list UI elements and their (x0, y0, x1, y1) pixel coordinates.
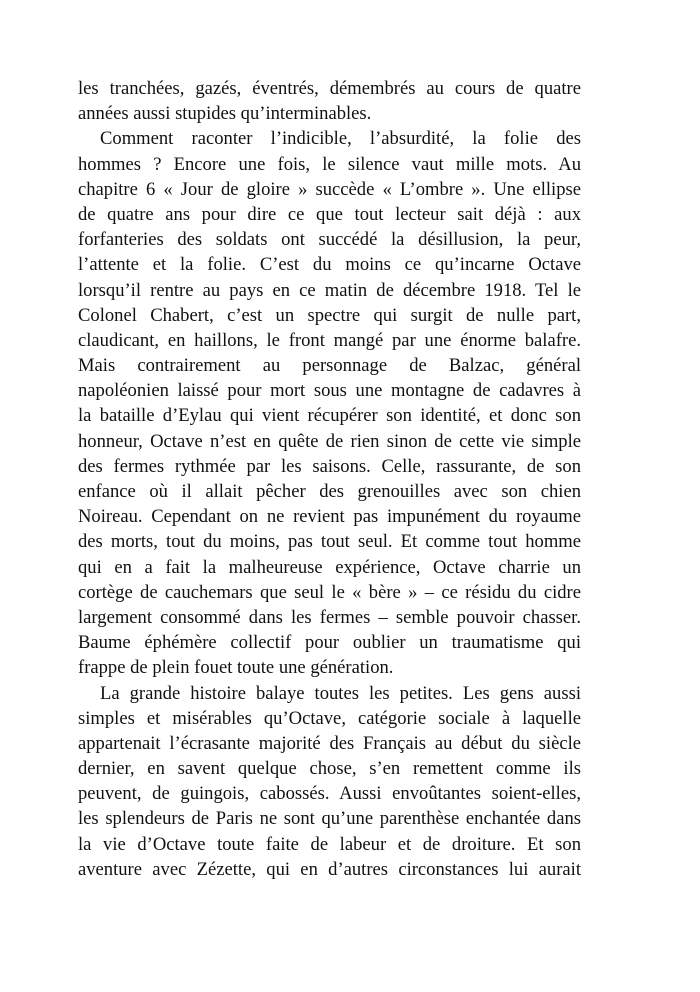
text-line: Colonel Chabert, c’est un spectre qui surgit de nulle part, (78, 304, 581, 326)
text-line: la vie d’Octave toute faite de labeur et de droiture. Et son (78, 833, 581, 855)
text-line: dernier, en savent quelque chose, s’en remettent comme ils (78, 758, 581, 780)
paragraph-3 (78, 681, 581, 883)
text-line: qui en a fait la malheureuse expérience, Octave charrie un (78, 556, 581, 578)
text-line: lorsqu’il rentre au pays en ce matin de décembre 1918. Tel le (78, 279, 581, 301)
text-line: des fermes rythmée par les saisons. Celle, rassurante, de son (78, 455, 581, 477)
text-line: honneur, Octave n’est en quête de rien sinon de cette vie simple (78, 430, 581, 452)
text-line: aventure avec Zézette, qui en d’autres circonstances lui aurait (78, 858, 581, 880)
text-line: la bataille d’Eylau qui vient récupérer son identité, et donc son (78, 405, 581, 427)
text-line: Noireau. Cependant on ne revient pas impunément du royaume (78, 506, 581, 528)
text-line: chapitre 6 « Jour de gloire » succède « L’ombre ». Une ellipse (78, 178, 581, 200)
text-line: Baume éphémère collectif pour oublier un traumatisme qui (78, 632, 581, 654)
text-line: frappe de plein fouet toute une génération. (78, 657, 394, 679)
text-line: enfance où il allait pêcher des grenouilles avec son chien (78, 481, 581, 502)
text-line: simples et misérables qu’Octave, catégorie sociale à laquelle (78, 707, 581, 729)
text-line: largement consommé dans les fermes – semble pouvoir chasser. (78, 606, 581, 628)
text-line: cortège de cauchemars que seul le « bère » – ce résidu du cidre (78, 581, 581, 603)
text-line: Comment raconter l’indicible, l’absurdité, la folie des (100, 128, 581, 150)
text-line: Mais contrairement au personnage de Balzac, général (78, 355, 581, 377)
text-line: napoléonien laissé pour mort sous une montagne de cadavres à (78, 380, 581, 402)
text-line: forfanteries des soldats ont succédé la désillusion, la peur, (78, 229, 581, 251)
text-line: La grande histoire balaye toutes les petites. Les gens aussi (100, 682, 581, 704)
paragraph-1 (78, 76, 581, 126)
text-line: les tranchées, gazés, éventrés, démembrés au cours de quatre (78, 78, 581, 99)
text-line: hommes ? Encore une fois, le silence vaut mille mots. Au (78, 153, 581, 175)
text-line: claudicant, en haillons, le front mangé par une énorme balafre. (78, 329, 581, 351)
text-line: les splendeurs de Paris ne sont qu’une parenthèse enchantée dans (78, 808, 581, 830)
text-line: années aussi stupides qu’interminables. (78, 103, 372, 125)
text-line: des morts, tout du moins, pas tout seul. Et comme tout homme (78, 531, 581, 553)
text-line: l’attente et la folie. C’est du moins ce qu’incarne Octave (78, 254, 581, 276)
paragraph-2 (78, 126, 581, 680)
text-line: peuvent, de guingois, cabossés. Aussi envoûtantes soient-elles, (78, 783, 581, 805)
text-line: appartenait l’écrasante majorité des Français au début du siècle (78, 732, 581, 754)
text-line: de quatre ans pour dire ce que tout lecteur sait déjà : aux (78, 203, 581, 225)
page-body (78, 76, 581, 882)
